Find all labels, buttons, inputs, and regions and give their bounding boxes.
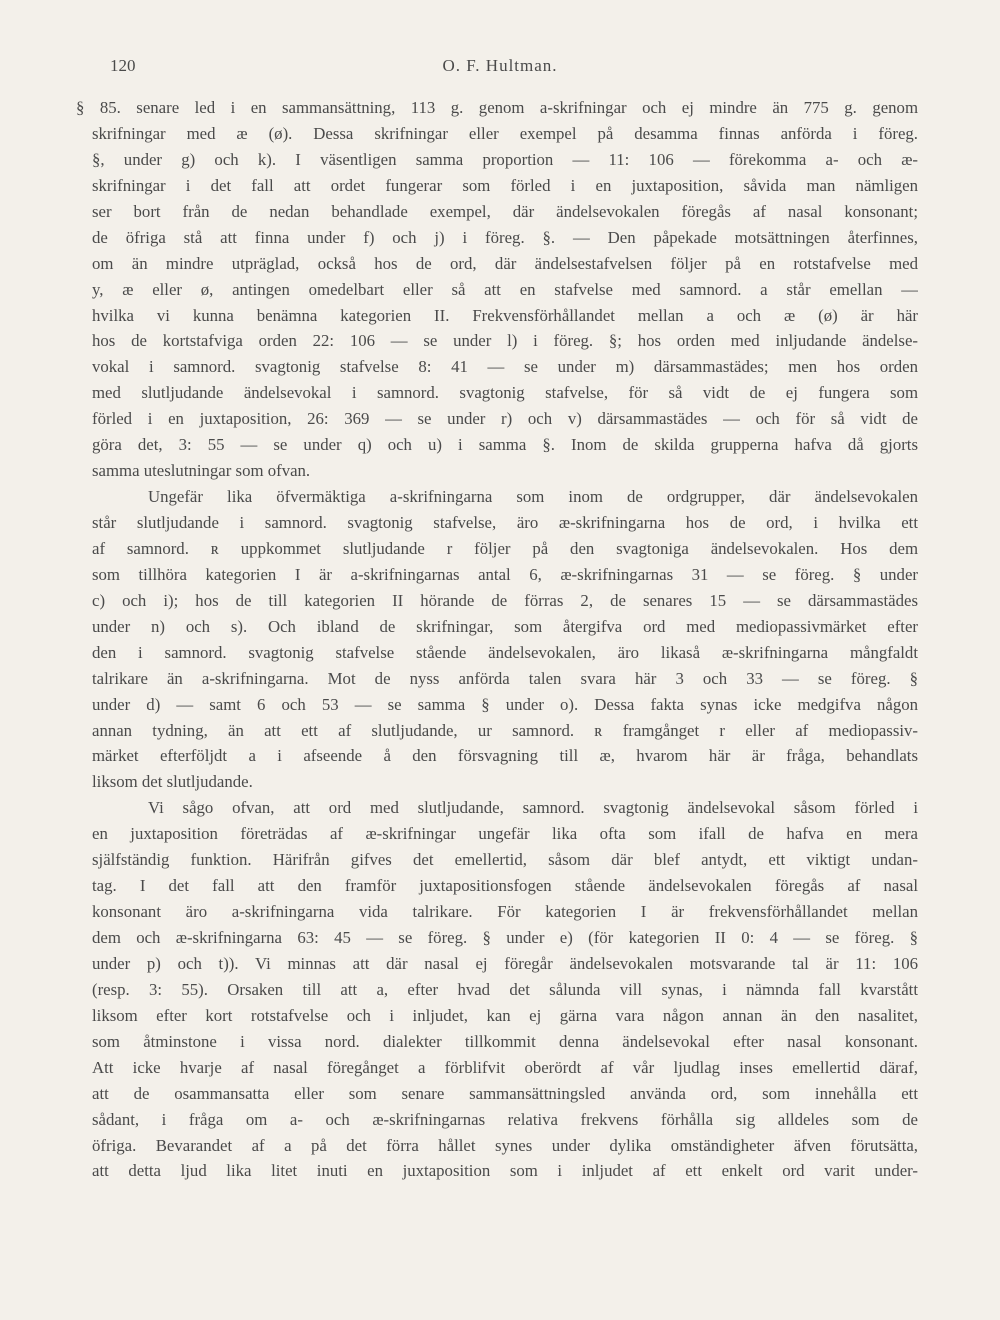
text-line: hvilka vi kunna benämna kategorien II. Frekvensförhållandet mellan a och æ (ø) är här xyxy=(92,305,918,325)
text-line: skrifningar i det fall att ordet fungerar som förled i en juxtaposition, såvida man nämligen xyxy=(92,175,918,195)
text-line: en juxtaposition företrädas af æ-skrifningar ungefär lika ofta som ifall de hafva en mera xyxy=(92,824,918,844)
text-line: som tillhöra kategorien I är a-skrifningarnas antal 6, æ-skrifningarnas 31 — se föreg. § under xyxy=(92,564,918,584)
text-line: (resp. 3: 55). Orsaken till att a, efter hvad det sålunda vill synas, i nämnda fall kvarstått xyxy=(92,979,918,999)
text-line: ser bort från de nedan behandlade exempel, där ändelsevokalen föregås af nasal konsonant; xyxy=(92,201,918,221)
text-line: öfriga. Bevarandet af a på det förra hållet synes under dylika omständigheter äfven förutsätta, xyxy=(92,1135,918,1155)
text-line: Att icke hvarje af nasal föregånget a förblifvit oberördt af vår ljudlag inses emellertid däraf, xyxy=(92,1057,918,1077)
text-line: y, æ eller ø, antingen omedelbart eller så att en stafvelse med samnord. a står emellan — xyxy=(92,279,918,299)
text-line: som åtminstone i vissa nord. dialekter tillkommit denna ändelsevokal efter nasal konsonant. xyxy=(92,1031,918,1051)
text-line: om än mindre utpräglad, också hos de ord, där ändelsestafvelsen följer på en rotstafvelse med xyxy=(92,253,918,273)
text-line: de öfriga stå att finna under f) och j) i föreg. §. — Den påpekade motsättningen återfinnes, xyxy=(92,227,918,247)
text-line: dem och æ-skrifningarna 63: 45 — se föreg. § under e) (för kategorien II 0: 4 — se föreg. § xyxy=(92,928,918,947)
text-line: står slutljudande i samnord. svagtonig stafvelse, äro æ-skrifningarna hos de ord, i hvilka ett xyxy=(92,513,918,532)
text-line: hos de kortstafviga orden 22: 106 — se under l) i föreg. §; hos orden med inljudande ändelse- xyxy=(92,331,918,351)
text-line: göra det, 3: 55 — se under q) och u) i samma §. Inom de skilda grupperna hafva då gjorts xyxy=(92,435,918,455)
text-line: själfständig funktion. Härifrån gifves det emellertid, såsom där blef antydt, ett viktigt undan- xyxy=(92,850,918,870)
text-line: under p) och t)). Vi minnas att där nasal ej föregår ändelsevokalen motsvarande tal är 11: 106 xyxy=(92,953,918,973)
text-line: vokal i samnord. svagtonig stafvelse 8: 41 — se under m) därsammastädes; men hos orden xyxy=(92,357,918,377)
text-line: att detta ljud lika litet inuti en juxtaposition som i inljudet af ett enkelt ord varit under- xyxy=(92,1161,918,1181)
text-line: skrifningar med æ (ø). Dessa skrifningar eller exempel på desamma finnas anförda i föreg. xyxy=(92,123,918,143)
text-line: konsonant äro a-skrifningarna vida talrikare. För kategorien I är frekvensförhållandet mellan xyxy=(92,902,918,922)
text-line: märket efterföljdt a i afseende å den försvagning till æ, hvarom här är fråga, behandlats xyxy=(92,746,918,766)
text-line: c) och i); hos de till kategorien II hörande de förras 2, de senares 15 — se därsammastädes xyxy=(92,590,918,610)
text-line: samma uteslutningar som ofvan. xyxy=(92,461,311,481)
text-line: Ungefär lika öfvermäktiga a-skrifningarna som inom de ordgrupper, där ändelsevokalen xyxy=(148,487,918,507)
text-line: med slutljudande ändelsevokal i samnord. svagtonig stafvelse, för så vidt de ej fungera som xyxy=(92,383,918,403)
text-line: under n) och s). Och ibland de skrifningar, som återgifva ord med mediopassivmärket efter xyxy=(92,616,918,636)
text-line: talrikare än a-skrifningarna. Mot de nyss anförda talen svara här 3 och 33 — se föreg. § xyxy=(92,668,918,688)
text-line: liksom det slutljudande. xyxy=(92,772,253,792)
text-line: den i samnord. svagtonig stafvelse stående ändelsevokalen, äro likaså æ-skrifningarna mångfaldt xyxy=(92,642,918,662)
text-line: Vi sågo ofvan, att ord med slutljudande, samnord. svagtonig ändelsevokal såsom förled i xyxy=(148,798,918,818)
text-line: förled i en juxtaposition, 26: 369 — se under r) och v) därsammastädes — och för så vidt de xyxy=(92,409,918,429)
body-text xyxy=(76,95,918,1184)
page-header xyxy=(0,56,1000,82)
text-line: tag. I det fall att den framför juxtapositionsfogen stående ändelsevokalen föregås af nasal xyxy=(92,876,918,896)
text-line: liksom efter kort rotstafvelse och i inljudet, kan ej gärna vara någon annan än den nasalitet, xyxy=(92,1005,918,1025)
text-line: annan tydning, än att ett af slutljudande, ur samnord. ʀ framgånget r eller af mediopassiv- xyxy=(92,720,918,740)
page-number: 120 xyxy=(110,56,136,75)
text-line: under d) — samt 6 och 53 — se samma § under o). Dessa fakta synas icke medgifva någon xyxy=(92,694,918,714)
text-line: af samnord. ʀ uppkommet slutljudande r följer på den svagtoniga ändelsevokalen. Hos dem xyxy=(92,538,918,558)
text-line: §, under g) och k). I väsentligen samma proportion — 11: 106 — förekomma a- och æ- xyxy=(92,149,918,169)
text-line: sådant, i fråga om a- och æ-skrifningarnas relativa frekvens förhålla sig alldeles som de xyxy=(92,1109,918,1129)
text-line: § 85. senare led i en sammansättning, 113 g. genom a-skrifningar och ej mindre än 775 g. genom xyxy=(76,98,918,117)
text-line: att de osammansatta eller som senare sammansättningsled använda ord, som innehålla ett xyxy=(92,1083,918,1103)
running-head-author: O. F. Hultman. xyxy=(442,56,558,75)
